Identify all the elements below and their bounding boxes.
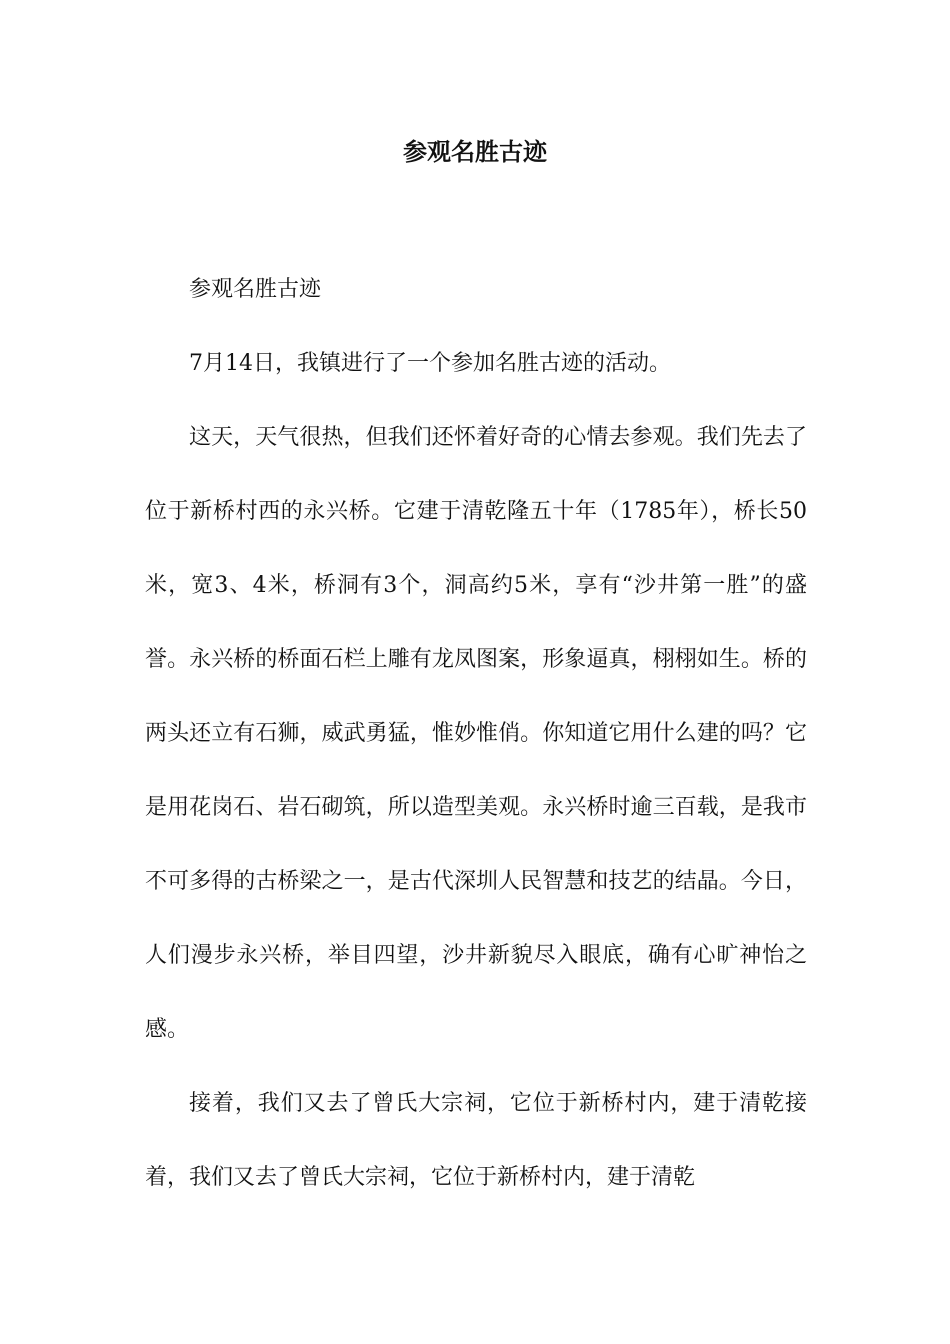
paragraph-heading: 参观名胜古迹: [189, 277, 322, 302]
paragraph-ancestral-hall: 接着，我们又去了曾氏大宗祠，它位于新桥村内，建于清乾接着，我们又去了曾氏大宗祠，它位于新桥村内，建于清乾: [145, 1091, 807, 1190]
paragraph-date: 7月14日，我镇进行了一个参加名胜古迹的活动。: [189, 351, 671, 376]
document-body: [145, 253, 807, 1215]
document-title: 参观名胜古迹: [403, 137, 547, 166]
paragraph-yongxing-bridge: 这天，天气很热，但我们还怀着好奇的心情去参观。我们先去了位于新桥村西的永兴桥。它建于清乾隆五十年（1785年），桥长50米，宽3、4米，桥洞有3个，洞高约5米，享有“沙井第一胜”的盛誉。永兴桥的桥面石栏上雕有龙凤图案，形象逼真，栩栩如生。桥的两头还立有石狮，威武勇猛，惟妙惟俏。你知道它用什么建的吗？它是用花岗石、岩石砌筑，所以造型美观。永兴桥时逾三百载，是我市不可多得的古桥梁之一，是古代深圳人民智慧和技艺的结晶。今日，人们漫步永兴桥，举目四望，沙井新貌尽入眼底，确有心旷神怡之感。: [145, 425, 807, 1042]
